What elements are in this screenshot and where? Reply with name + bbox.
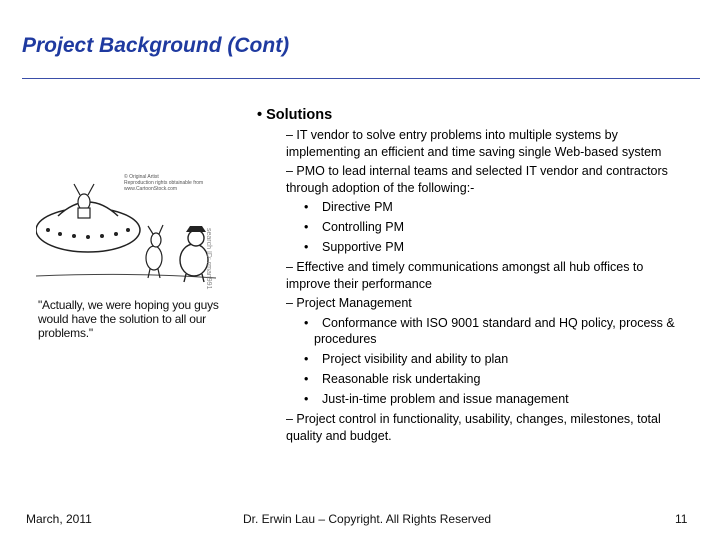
sub-item: – Project control in functionality, usability, changes, milestones, total quality and budget. xyxy=(286,412,661,443)
bullet-dot: • xyxy=(304,392,309,406)
bullet-dot: • xyxy=(304,372,309,386)
bullet-item xyxy=(304,391,677,408)
bullet-text: Reasonable risk undertaking xyxy=(322,372,481,386)
footer-copyright: Dr. Erwin Lau – Copyright. All Rights Reserved xyxy=(243,512,492,526)
sub-item: – Project Management xyxy=(286,296,412,310)
bullet-text: Directive PM xyxy=(322,200,393,214)
footer-date: March, 2011 xyxy=(26,512,92,526)
bullet-item xyxy=(304,239,677,256)
bullet-item xyxy=(304,199,677,216)
bullet-text: Conformance with ISO 9001 standard and HQ policy, process & procedures xyxy=(314,315,675,346)
credit-line: www.CartoonStock.com xyxy=(124,186,178,192)
bullet-item xyxy=(304,371,677,388)
bullet-text: Supportive PM xyxy=(322,240,404,254)
bullet-text: Just-in-time problem and issue management xyxy=(322,392,569,406)
page-number: 11 xyxy=(675,512,688,526)
title-divider xyxy=(22,78,700,79)
cartoon-credit xyxy=(124,174,234,192)
solutions-list xyxy=(257,127,677,444)
slide-title: Project Background (Cont) xyxy=(22,34,290,57)
bullet-item xyxy=(304,219,677,236)
bullet-dot: • xyxy=(304,315,309,330)
bullet-text: Controlling PM xyxy=(322,220,404,234)
bullet-dot: • xyxy=(304,200,309,214)
solutions-heading: • Solutions xyxy=(257,107,333,123)
bullet-item xyxy=(304,315,677,348)
credit-line: © Original Artist xyxy=(124,174,159,180)
sub-item: – IT vendor to solve entry problems into multiple systems by implementing an efficient and time saving single Web-based system xyxy=(286,128,662,159)
bullet-dot: • xyxy=(304,352,309,366)
bullet-text: Project visibility and ability to plan xyxy=(322,352,509,366)
sub-item: – PMO to lead internal teams and selected IT vendor and contractors through adoption of the following:- xyxy=(286,164,668,195)
credit-line: Reproduction rights obtainable from xyxy=(124,180,204,186)
cartoon-caption: "Actually, we were hoping you guys would have the solution to all our problems." xyxy=(38,298,219,340)
bullet-item xyxy=(304,351,677,368)
solutions-content xyxy=(257,106,677,447)
cartoon-image xyxy=(36,168,236,346)
sub-item: – Effective and timely communications amongst all hub offices to improve their performance xyxy=(286,260,644,291)
bullet-dot: • xyxy=(304,220,309,234)
cartoon-side-credit: search ID: rman991 xyxy=(205,228,212,290)
bullet-dot: • xyxy=(304,240,309,254)
